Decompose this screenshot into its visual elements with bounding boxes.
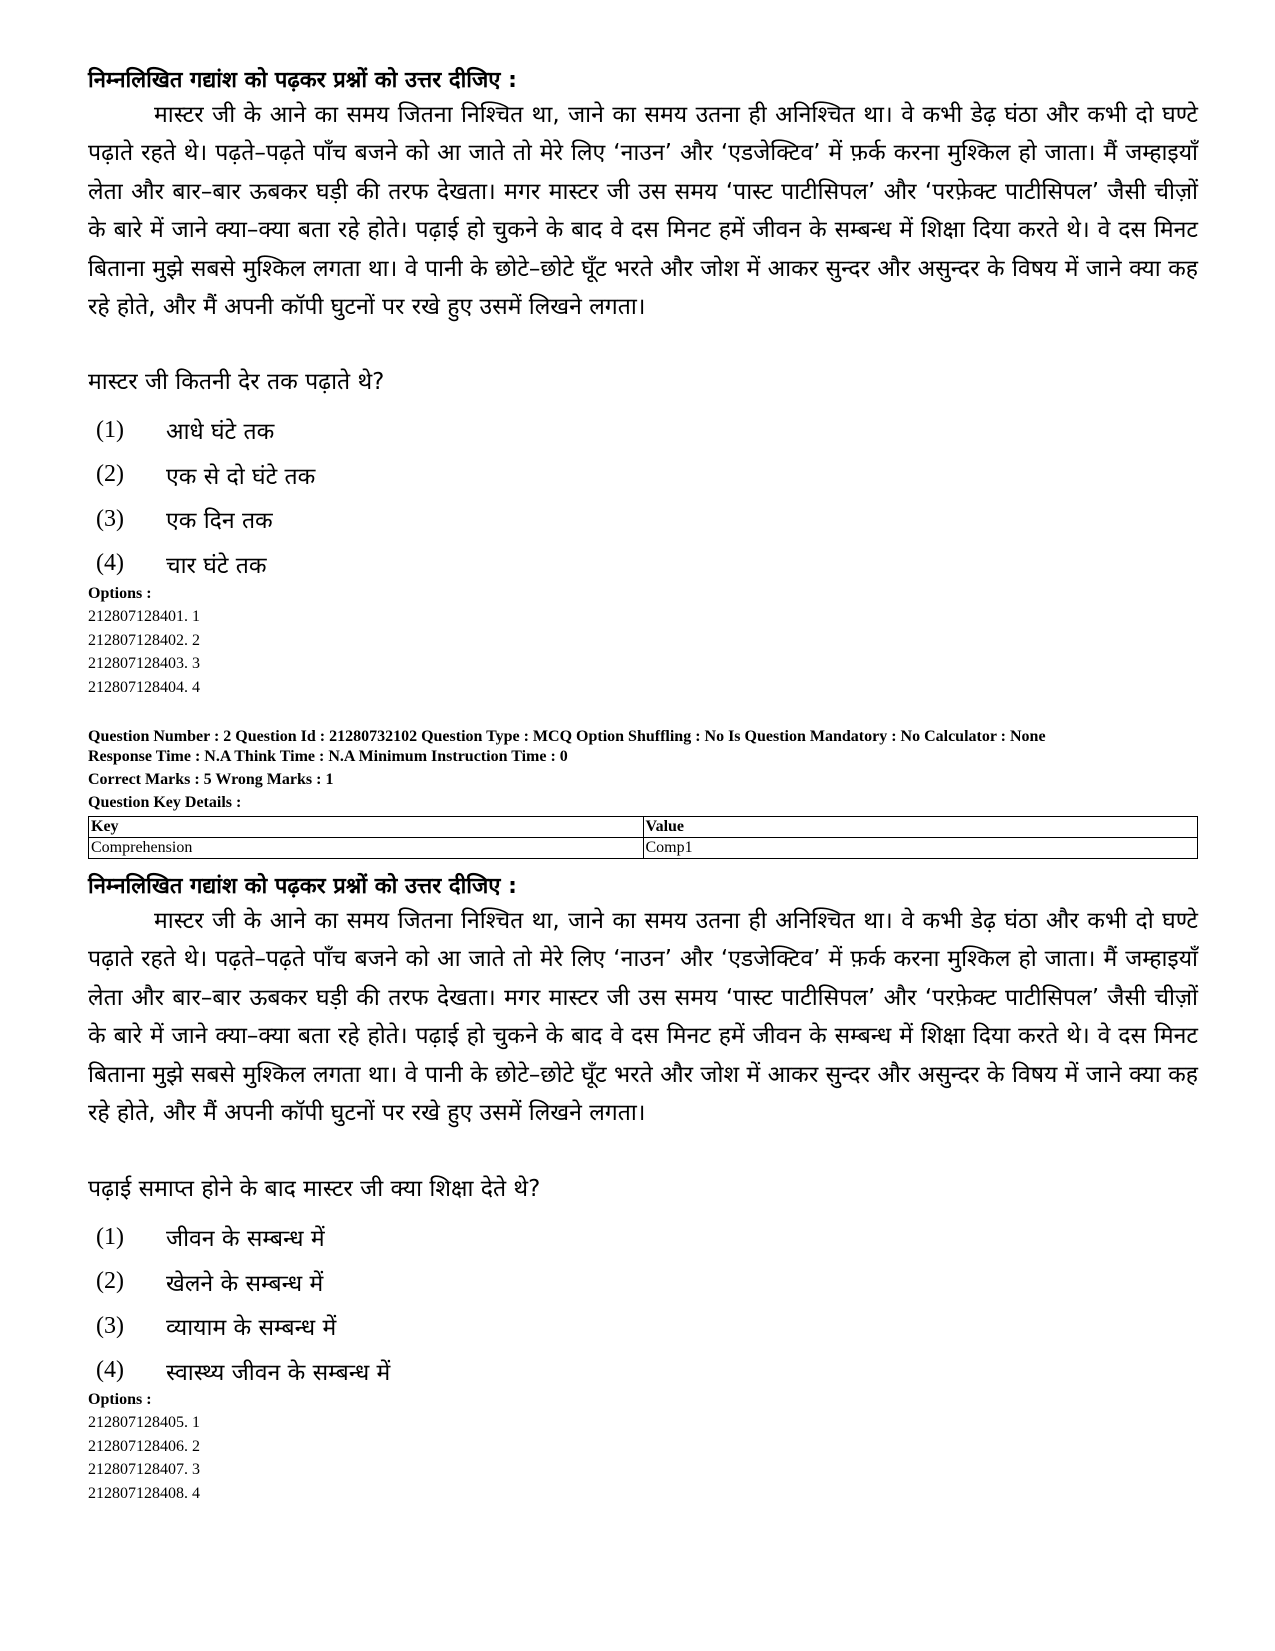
- q1-option-code-2: 212807128402. 2: [88, 631, 200, 649]
- table-cell-key: Comprehension: [89, 838, 644, 859]
- q2-meta-line-2: Response Time : N.A Think Time : N.A Minimum Instruction Time : 0: [88, 748, 568, 765]
- q2-choice-1-text: जीवन के सम्बन्ध में: [166, 1226, 325, 1253]
- q2-choice-2-num: (2): [96, 1268, 124, 1295]
- q1-choice-1-num: (1): [96, 416, 124, 443]
- q1-choice-1: [88, 408, 1198, 453]
- q1-choice-4-num: (4): [96, 550, 124, 577]
- q2-choice-4: [88, 1349, 1198, 1394]
- q1-choice-2: [88, 453, 1198, 498]
- table-header-key: Key: [89, 817, 644, 838]
- q2-choice-4-text: स्वास्थ्य जीवन के सम्बन्ध में: [166, 1359, 391, 1386]
- q1-choice-2-num: (2): [96, 461, 124, 488]
- q2-choice-3-num: (3): [96, 1312, 124, 1339]
- q1-options-list: [88, 582, 1198, 699]
- q1-choice-4-text: चार घंटे तक: [166, 552, 267, 579]
- q2-question-block: [88, 1173, 1198, 1393]
- q2-option-code-2: 212807128406. 2: [88, 1437, 200, 1455]
- q2-choice-4-num: (4): [96, 1357, 124, 1384]
- q2-option-code-1: 212807128405. 1: [88, 1414, 200, 1431]
- q2-choice-2: [88, 1260, 1198, 1305]
- table-header-row: [89, 817, 1198, 838]
- q2-choice-3: [88, 1304, 1198, 1349]
- question-key-table: [88, 816, 1198, 859]
- q2-option-code-3: 212807128407. 3: [88, 1461, 200, 1478]
- table-row: [89, 838, 1198, 859]
- q1-choice-4: [88, 542, 1198, 587]
- q1-choice-3-num: (3): [96, 505, 124, 532]
- q2-choice-1: [88, 1215, 1198, 1260]
- q1-choice-3: [88, 497, 1198, 542]
- q1-question-block: [88, 366, 1198, 586]
- q2-option-code-4: 212807128408. 4: [88, 1484, 200, 1502]
- q1-choice-3-text: एक दिन तक: [166, 508, 273, 535]
- q2-choice-1-num: (1): [96, 1223, 124, 1250]
- q1-question: मास्टर जी कितनी देर तक पढ़ाते थे?: [88, 369, 385, 395]
- q2-key-details-label: Question Key Details :: [88, 794, 242, 811]
- table-header-value: Value: [643, 817, 1198, 838]
- q2-question: पढ़ाई समाप्त होने के बाद मास्टर जी क्या शिक्षा देते थे?: [88, 1176, 541, 1202]
- q1-choice-1-text: आधे घंटे तक: [166, 419, 275, 446]
- q1-heading: निम्नलिखित गद्यांश को पढ़कर प्रश्नों को उत्तर दीजिए :: [88, 68, 517, 93]
- q2-heading: निम्नलिखित गद्यांश को पढ़कर प्रश्नों को उत्तर दीजिए :: [88, 874, 517, 899]
- q1-passage: मास्टर जी के आने का समय जितना निश्चित था, जाने का समय उतना ही अनिश्चित था। वे कभी डेढ़ घंठा और कभी दो घण्टे पढ़ाते रहते थे। पढ़ते–पढ़ते पाँच बजने को आ जाते तो मेरे लिए ‘नाउन’ और ‘एडजेक्टिव’ में फ़र्क करना मुश्किल हो जाता। मैं जम्हाइयाँ लेता और बार–बार ऊबकर घड़ी की तरफ देखता। मगर मास्टर जी उस समय ‘पास्ट पाटीसिपल’ और ‘परफ़ेक्ट पाटीसिपल’ जैसी चीज़ों के बारे में जाने क्या–क्या बता रहे होते। पढ़ाई हो चुकने के बाद वे दस मिनट हमें जीवन के सम्बन्ध में शिक्षा दिया करते थे। वे दस मिनट बिताना मुझे सबसे मुश्किल लगता था। वे पानी के छोटे–छोटे घूँट भरते और जोश में आकर सुन्दर और असुन्दर के विषय में जाने क्या कह रहे होते, और मैं अपनी कॉपी घुटनों पर रखे हुए उसमें लिखने लगता।: [88, 102, 1198, 321]
- q2-meta: [88, 727, 1198, 859]
- q2-comprehension: [88, 872, 1198, 1132]
- q1-option-code-1: 212807128401. 1: [88, 608, 200, 625]
- q2-passage: मास्टर जी के आने का समय जितना निश्चित था, जाने का समय उतना ही अनिश्चित था। वे कभी डेढ़ घंठा और कभी दो घण्टे पढ़ाते रहते थे। पढ़ते–पढ़ते पाँच बजने को आ जाते तो मेरे लिए ‘नाउन’ और ‘एडजेक्टिव’ में फ़र्क करना मुश्किल हो जाता। मैं जम्हाइयाँ लेता और बार–बार ऊबकर घड़ी की तरफ देखता। मगर मास्टर जी उस समय ‘पास्ट पाटीसिपल’ और ‘परफ़ेक्ट पाटीसिपल’ जैसी चीज़ों के बारे में जाने क्या–क्या बता रहे होते। पढ़ाई हो चुकने के बाद वे दस मिनट हमें जीवन के सम्बन्ध में शिक्षा दिया करते थे। वे दस मिनट बिताना मुझे सबसे मुश्किल लगता था। वे पानी के छोटे–छोटे घूँट भरते और जोश में आकर सुन्दर और असुन्दर के विषय में जाने क्या कह रहे होते, और मैं अपनी कॉपी घुटनों पर रखे हुए उसमें लिखने लगता।: [88, 908, 1198, 1127]
- q2-marks: Correct Marks : 5 Wrong Marks : 1: [88, 771, 334, 788]
- q1-option-code-3: 212807128403. 3: [88, 655, 200, 672]
- q1-options-label: Options :: [88, 585, 152, 602]
- q2-choice-3-text: व्यायाम के सम्बन्ध में: [166, 1315, 337, 1342]
- q2-meta-line-1: Question Number : 2 Question Id : 21280732102 Question Type : MCQ Option Shuffling : No Is Question Mandatory : No Calculator : None: [88, 728, 1046, 745]
- q2-choice-2-text: खेलने के सम्बन्ध में: [166, 1270, 324, 1297]
- q1-option-code-4: 212807128404. 4: [88, 678, 200, 696]
- q1-comprehension: [88, 66, 1198, 326]
- q1-choice-2-text: एक से दो घंटे तक: [166, 463, 316, 490]
- q2-options-list: [88, 1388, 1198, 1505]
- table-cell-value: Comp1: [643, 838, 1198, 859]
- q2-options-label: Options :: [88, 1391, 152, 1408]
